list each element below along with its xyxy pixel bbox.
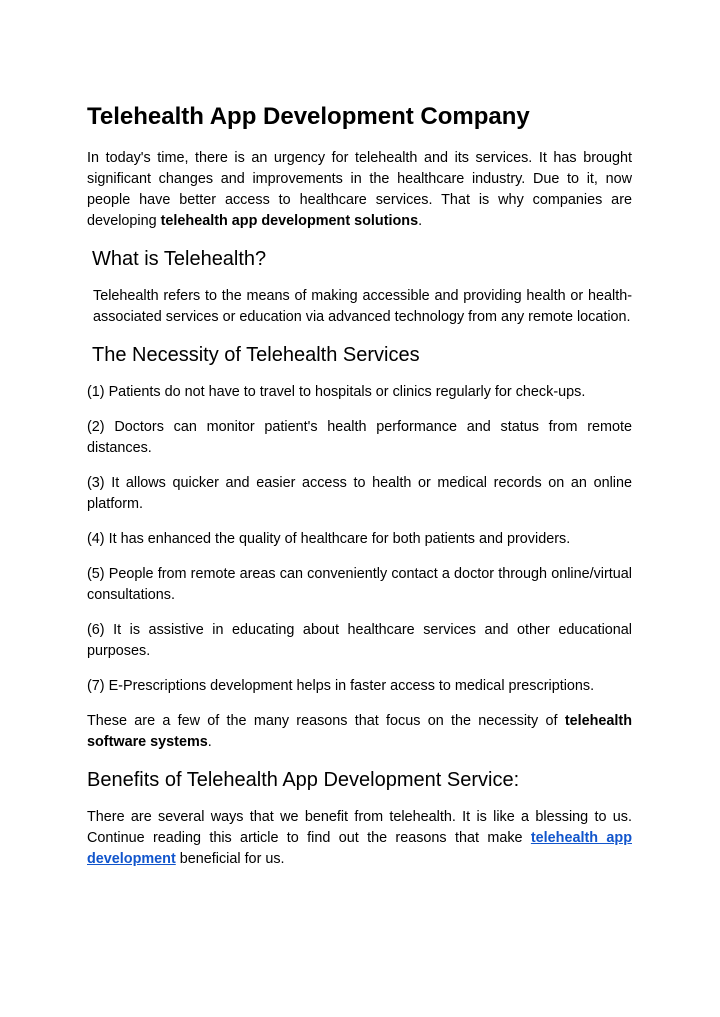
summary-text: These are a few of the many reasons that focus on the necessity of [87,713,565,729]
what-paragraph: Telehealth refers to the means of making accessible and providing health or health-associated services or education via advanced technology from any remote location. [93,288,632,325]
benefits-paragraph [87,807,632,870]
summary-end: . [207,734,212,750]
intro-text: In today's time, there is an urgency for telehealth and its services. It has brought significant changes and improvements in the healthcare industry. Due to it, now people have better access to healthcare services. That is why companies are developing [87,150,632,229]
necessity-item-7: (7) E-Prescriptions development helps in faster access to medical prescriptions. [87,678,595,694]
heading-benefits: Benefits of Telehealth App Development Service: [87,769,520,791]
intro-paragraph [87,148,632,232]
necessity-item-6: (6) It is assistive in educating about healthcare services and other educational purposes. [87,622,632,659]
necessity-item-4: (4) It has enhanced the quality of healthcare for both patients and providers. [87,531,571,547]
necessity-item-2: (2) Doctors can monitor patient's health performance and status from remote distances. [87,419,632,456]
heading-what-is-telehealth: What is Telehealth? [92,248,267,270]
necessity-item-3: (3) It allows quicker and easier access to health or medical records on an online platform. [87,475,632,512]
intro-end: . [418,213,423,229]
necessity-item-1: (1) Patients do not have to travel to hospitals or clinics regularly for check-ups. [87,384,586,400]
summary-bold-phrase: telehealth software systems [87,713,632,750]
document-title: Telehealth App Development Company [87,103,530,130]
benefits-end: beneficial for us. [175,851,285,867]
necessity-summary [87,711,632,753]
necessity-item-5: (5) People from remote areas can conveniently contact a doctor through online/virtual consultations. [87,566,632,603]
intro-bold-phrase: telehealth app development solutions [160,213,419,229]
telehealth-app-development-link[interactable]: telehealth app development [87,830,632,867]
benefits-text: There are several ways that we benefit from telehealth. It is like a blessing to us. Continue reading this article to find out the reasons that make [87,809,632,846]
document-content [87,102,632,884]
heading-necessity: The Necessity of Telehealth Services [92,344,420,366]
